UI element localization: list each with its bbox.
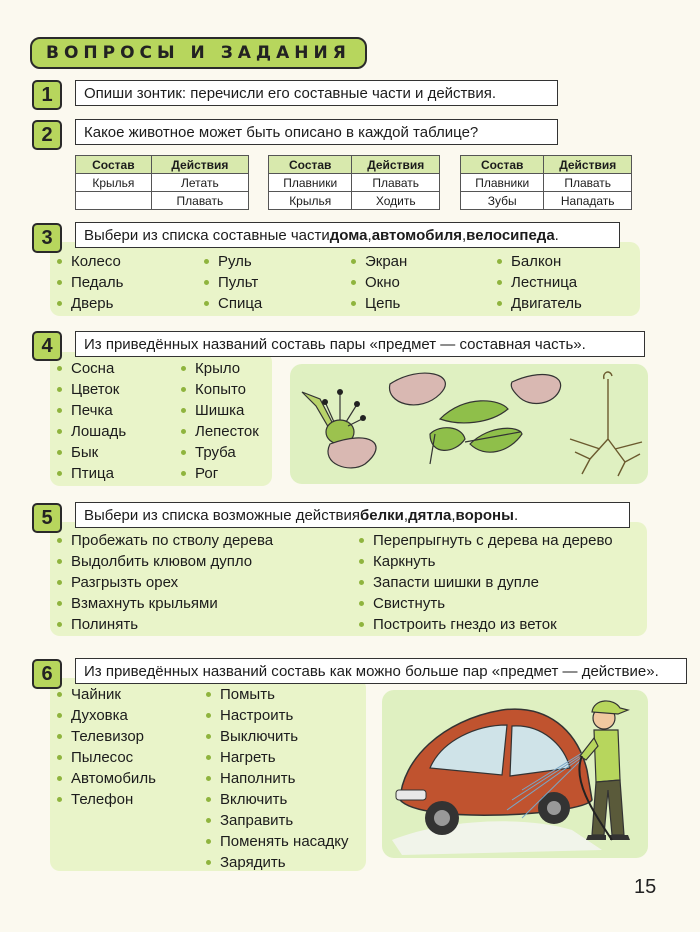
list-item: Выдолбить клювом дупло <box>57 551 273 572</box>
list-item: Настроить <box>206 705 349 726</box>
list-item: Спица <box>204 293 262 314</box>
list-item: Печка <box>57 400 126 421</box>
task-5-column-1 <box>57 530 273 635</box>
table-header: Состав <box>461 156 544 174</box>
list-item: Шишка <box>181 400 259 421</box>
task-3-column-2 <box>204 251 262 314</box>
task-5-question <box>75 502 630 528</box>
task-number-2: 2 <box>32 120 62 150</box>
task-6-column-2 <box>206 684 349 873</box>
list-item: Поменять насадку <box>206 831 349 852</box>
list-item: Балкон <box>497 251 582 272</box>
animal-table-3 <box>460 155 632 210</box>
table-cell <box>76 192 152 210</box>
task-3-question <box>75 222 620 248</box>
keyword: белки <box>360 506 404 524</box>
separator: , <box>462 226 467 244</box>
task-3-column-1 <box>57 251 123 314</box>
list-item: Лестница <box>497 272 582 293</box>
table-cell: Крылья <box>76 174 152 192</box>
task-5-column-2 <box>359 530 613 635</box>
list-item: Дверь <box>57 293 123 314</box>
list-item: Автомобиль <box>57 768 156 789</box>
task-2-question: Какое животное может быть описано в каждой таблице? <box>75 119 558 145</box>
keyword: велосипеда <box>466 226 555 244</box>
table-cell: Зубы <box>461 192 544 210</box>
keyword: дома <box>329 226 368 244</box>
task-number-3: 3 <box>32 223 62 253</box>
keyword: автомобиля <box>371 226 462 244</box>
separator: . <box>554 226 559 244</box>
task-4-column-2 <box>181 358 259 484</box>
list-item: Чайник <box>57 684 156 705</box>
table-cell: Плавать <box>151 192 248 210</box>
separator: , <box>451 506 456 524</box>
car-wash-drawing <box>382 690 648 858</box>
list-item: Духовка <box>57 705 156 726</box>
task-3-column-3 <box>351 251 407 314</box>
list-item: Каркнуть <box>359 551 613 572</box>
car-wash-illustration <box>382 690 648 858</box>
task-4-question: Из приведённых названий составь пары «предмет — составная часть». <box>75 331 645 357</box>
list-item: Нагреть <box>206 747 349 768</box>
list-item: Крыло <box>181 358 259 379</box>
plant-parts-illustration <box>290 364 648 484</box>
list-item: Помыть <box>206 684 349 705</box>
list-item: Птица <box>57 463 126 484</box>
table-header: Действия <box>352 156 440 174</box>
list-item: Лошадь <box>57 421 126 442</box>
table-cell: Летать <box>151 174 248 192</box>
question-text: Выбери из списка возможные действия <box>84 506 361 524</box>
task-1-question: Опиши зонтик: перечисли его составные части и действия. <box>75 80 558 106</box>
separator: . <box>513 506 519 524</box>
list-item: Окно <box>351 272 407 293</box>
task-number-1: 1 <box>32 80 62 110</box>
animal-table-2 <box>268 155 440 210</box>
animal-table-1 <box>75 155 249 210</box>
list-item: Пробежать по стволу дерева <box>57 530 273 551</box>
table-cell: Нападать <box>544 192 632 210</box>
keyword: вороны <box>455 506 514 524</box>
list-item: Бык <box>57 442 126 463</box>
list-item: Построить гнездо из веток <box>359 614 613 635</box>
list-item: Наполнить <box>206 768 349 789</box>
list-item: Цепь <box>351 293 407 314</box>
table-cell: Плавать <box>352 174 440 192</box>
list-item: Рог <box>181 463 259 484</box>
list-item: Труба <box>181 442 259 463</box>
table-header: Действия <box>151 156 248 174</box>
list-item: Двигатель <box>497 293 582 314</box>
list-item: Свистнуть <box>359 593 613 614</box>
plant-parts-drawing <box>290 364 648 484</box>
list-item: Цветок <box>57 379 126 400</box>
list-item: Пылесос <box>57 747 156 768</box>
table-cell: Ходить <box>352 192 440 210</box>
list-item: Лепесток <box>181 421 259 442</box>
list-item: Взмахнуть крыльями <box>57 593 273 614</box>
section-header <box>30 37 367 69</box>
task-number-6: 6 <box>32 659 62 689</box>
table-cell: Крылья <box>269 192 352 210</box>
page-number: 15 <box>634 876 657 898</box>
task-3-column-4 <box>497 251 582 314</box>
table-header: Состав <box>76 156 152 174</box>
table-cell: Плавники <box>461 174 544 192</box>
task-4-column-1 <box>57 358 126 484</box>
list-item: Телевизор <box>57 726 156 747</box>
task-6-column-1 <box>57 684 156 810</box>
table-cell: Плавники <box>269 174 352 192</box>
keyword: дятла <box>408 506 452 524</box>
list-item: Копыто <box>181 379 259 400</box>
list-item: Зарядить <box>206 852 349 873</box>
list-item: Колесо <box>57 251 123 272</box>
table-cell: Плавать <box>544 174 632 192</box>
list-item: Педаль <box>57 272 123 293</box>
separator: , <box>367 226 372 244</box>
section-title: ВОПРОСЫ И ЗАДАНИЯ <box>46 43 351 63</box>
list-item: Включить <box>206 789 349 810</box>
list-item: Полинять <box>57 614 273 635</box>
list-item: Заправить <box>206 810 349 831</box>
list-item: Запасти шишки в дупле <box>359 572 613 593</box>
list-item: Руль <box>204 251 262 272</box>
separator: , <box>403 506 409 524</box>
list-item: Выключить <box>206 726 349 747</box>
table-header: Действия <box>544 156 632 174</box>
list-item: Сосна <box>57 358 126 379</box>
list-item: Экран <box>351 251 407 272</box>
task-number-4: 4 <box>32 331 62 361</box>
task-6-question: Из приведённых названий составь как можно больше пар «предмет — действие». <box>75 658 687 684</box>
question-text: Выбери из списка составные части <box>84 226 330 244</box>
task-number-5: 5 <box>32 503 62 533</box>
table-header: Состав <box>269 156 352 174</box>
list-item: Перепрыгнуть с дерева на дерево <box>359 530 613 551</box>
list-item: Разгрызть орех <box>57 572 273 593</box>
list-item: Телефон <box>57 789 156 810</box>
list-item: Пульт <box>204 272 262 293</box>
